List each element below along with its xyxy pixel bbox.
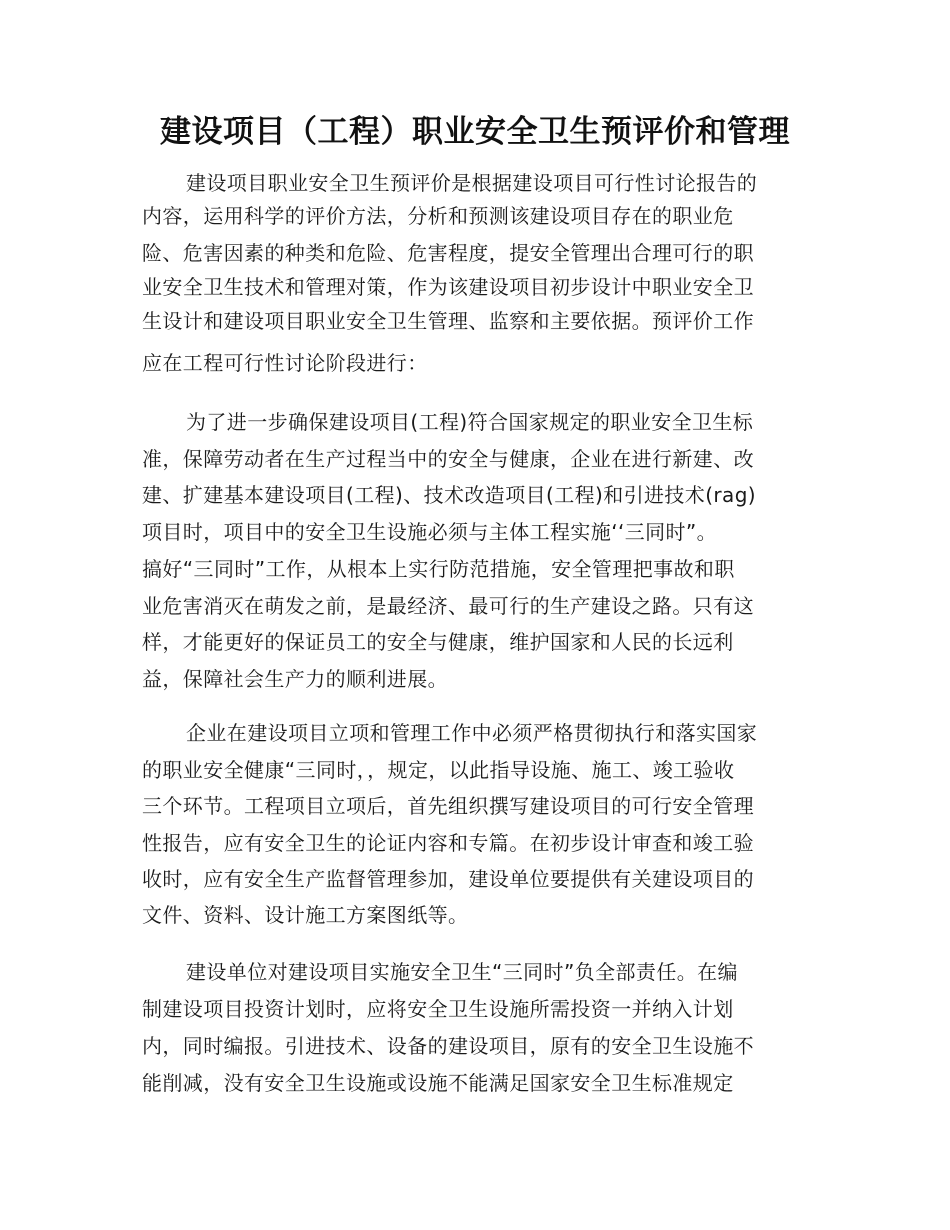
paragraph-3-line-2: 的职业安全健康“三同时，，规定，以此指导设施、施工、竣工验收	[142, 758, 735, 782]
paragraph-2-line-6: 业危害消灭在萌发之前，是最经济、最可行的生产建设之路。只有这	[142, 594, 754, 618]
paragraph-1-line-4: 业安全卫生技术和管理对策，作为该建设项目初步设计中职业安全卫	[142, 275, 754, 299]
paragraph-4-line-1: 建设单位对建设项目实施安全卫生“三同时”负全部责任。在编	[186, 960, 738, 984]
paragraph-2-line-5: 搞好“三同时”工作，从根本上实行防范措施，安全管理把事故和职	[142, 557, 735, 581]
paragraph-2-line-3: 建、扩建基本建设项目(工程)、技术改造项目(工程)和引进技术(rag)	[142, 483, 756, 507]
paragraph-1-line-2: 内容，运用科学的评价方法，分析和预测该建设项目存在的职业危	[142, 204, 734, 228]
paragraph-3-line-1: 企业在建设项目立项和管理工作中必须严格贯彻执行和落实国家	[186, 721, 758, 745]
paragraph-4-line-2: 制建设项目投资计划时，应将安全卫生设施所需投资一并纳入计划	[142, 997, 734, 1021]
paragraph-3-line-3: 三个环节。工程项目立项后，首先组织撰写建设项目的可行安全管理	[142, 794, 754, 818]
document-title: 建设项目（工程）职业安全卫生预评价和管理	[160, 114, 790, 150]
paragraph-4-line-4: 能削减，没有安全卫生设施或设施不能满足国家安全卫生标准规定	[142, 1071, 734, 1095]
paragraph-3-line-6: 文件、资料、设计施工方案图纸等。	[142, 903, 469, 927]
paragraph-1-line-1: 建设项目职业安全卫生预评价是根据建设项目可行性讨论报告的	[186, 171, 758, 195]
paragraph-2-line-2: 准，保障劳动者在生产过程当中的安全与健康，企业在进行新建、改	[142, 447, 754, 471]
paragraph-2-line-7: 样，才能更好的保证员工的安全与健康，维护国家和人民的长远利	[142, 630, 734, 654]
paragraph-4-line-3: 内，同时编报。引进技术、设备的建设项目，原有的安全卫生设施不	[142, 1034, 754, 1058]
paragraph-2-line-4: 项目时，项目中的安全卫生设施必须与主体工程实施‘‘三同时”。	[142, 520, 718, 544]
paragraph-1-line-3: 险、危害因素的种类和危险、危害程度，提安全管理出合理可行的职	[142, 241, 754, 265]
paragraph-3-line-5: 收时，应有安全生产监督管理参加，建设单位要提供有关建设项目的	[142, 867, 754, 891]
paragraph-2-line-1: 为了进一步确保建设项目(工程)符合国家规定的职业安全卫生标	[186, 410, 754, 434]
paragraph-1-line-6: 应在工程可行性讨论阶段进行：	[142, 351, 428, 375]
paragraph-3-line-4: 性报告，应有安全卫生的论证内容和专篇。在初步设计审查和竣工验	[142, 831, 754, 855]
paragraph-1-line-5: 生设计和建设项目职业安全卫生管理、监察和主要依据。预评价工作	[142, 309, 754, 333]
paragraph-2-line-8: 益，保障社会生产力的顺利进展。	[142, 667, 448, 691]
